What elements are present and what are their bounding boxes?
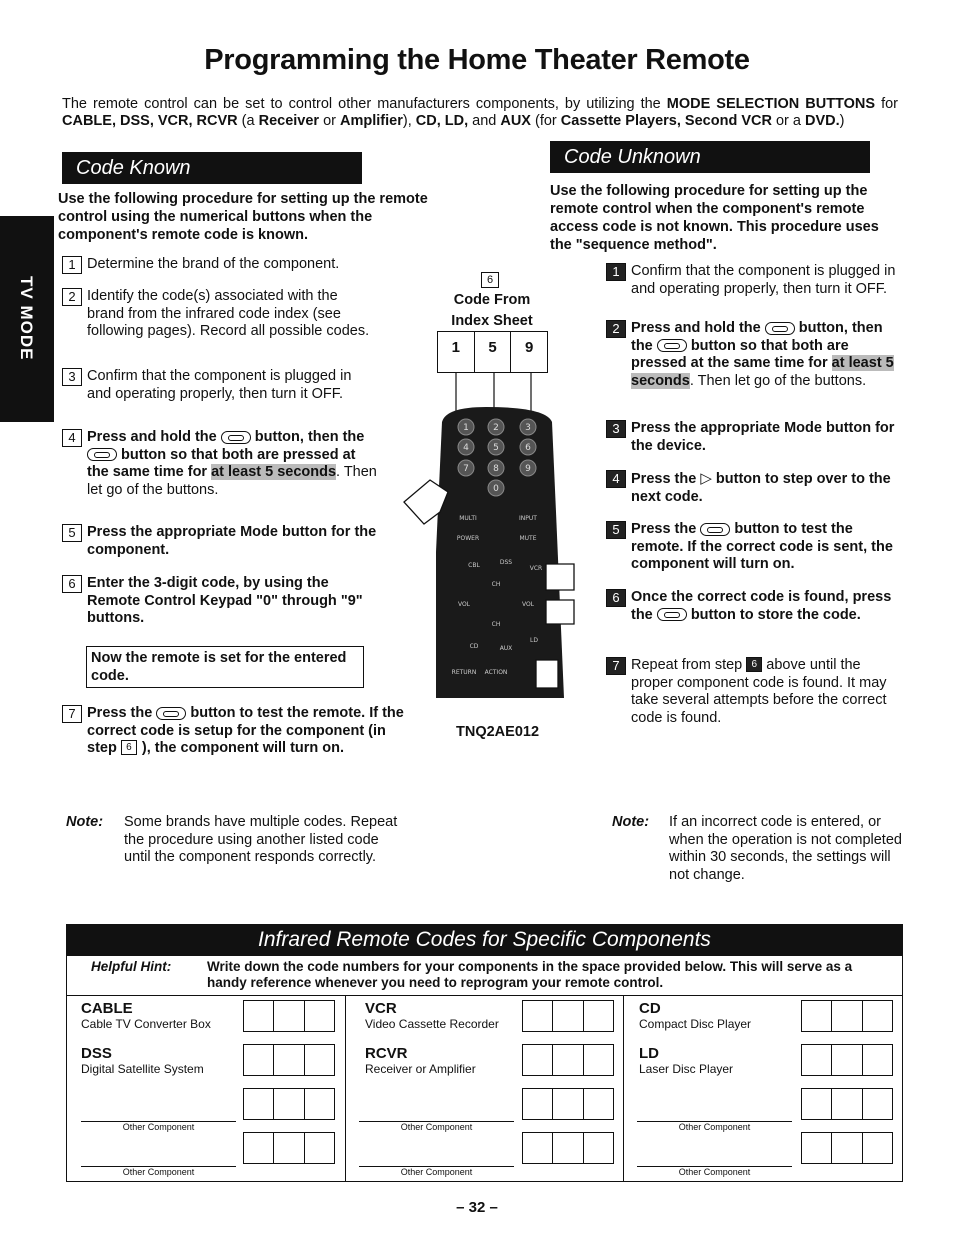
unknown-step-6: 6 Once the correct code is found, press the button to store the code. xyxy=(606,589,906,624)
part-number: TNQ2AE012 xyxy=(456,724,540,740)
power-button-icon xyxy=(87,448,117,461)
remote-key: 8 xyxy=(493,464,499,474)
remote-label: ACTION xyxy=(484,669,508,676)
action-button-icon xyxy=(657,608,687,621)
remote-key: 3 xyxy=(525,423,531,433)
code-entry-boxes[interactable] xyxy=(522,1088,614,1120)
known-step-1: 1 Determine the brand of the component. xyxy=(62,256,392,274)
code-entry-boxes[interactable] xyxy=(243,1000,335,1032)
remote-key: 4 xyxy=(463,443,469,453)
remote-label: VOL xyxy=(521,601,535,608)
other-component-label: Other Component xyxy=(122,1122,195,1132)
unknown-step-4: 4 Press the ▷ button to step over to the next code. xyxy=(606,470,906,506)
component-cd: CD Compact Disc Player xyxy=(639,1000,752,1031)
component-dss: DSS Digital Satellite System xyxy=(81,1045,204,1076)
remote-label: MUTE xyxy=(519,535,537,542)
action-button-icon xyxy=(765,322,795,335)
remote-label: CD xyxy=(469,643,479,650)
remote-label: VOL xyxy=(457,601,471,608)
codes-grid xyxy=(66,996,903,1182)
remote-key: 5 xyxy=(493,443,499,453)
component-vcr: VCR Video Cassette Recorder xyxy=(365,1000,499,1031)
other-component-label: Other Component xyxy=(678,1167,751,1177)
helpful-hint: Helpful Hint: Write down the code numbers for your components in the space provided below. This will serve as a handy reference whenever you need to reprogram your remote control. xyxy=(66,956,903,996)
code-entry-boxes[interactable] xyxy=(243,1044,335,1076)
remote-label: MULTI xyxy=(459,515,477,522)
remote-key: 7 xyxy=(463,464,469,474)
code-unknown-header: Code Unknown xyxy=(550,141,870,173)
code-entry-boxes[interactable] xyxy=(801,1000,893,1032)
digit-box: 9 xyxy=(525,339,534,356)
remote-key: 2 xyxy=(493,423,499,433)
power-button-icon xyxy=(700,523,730,536)
boxed-note: Now the remote is set for the entered code. xyxy=(86,646,364,688)
remote-label: POWER xyxy=(456,535,480,542)
code-entry-boxes[interactable] xyxy=(243,1132,335,1164)
known-step-7: 7 Press the button to test the remote. If the correct code is setup for the component (in step 6 ), the component will turn on. xyxy=(62,705,414,758)
action-button-icon xyxy=(221,431,251,444)
remote-label: AUX xyxy=(499,645,513,652)
side-tab xyxy=(0,216,54,422)
remote-key: 6 xyxy=(525,443,531,453)
remote-label: DSS xyxy=(499,559,513,566)
code-entry-boxes[interactable] xyxy=(522,1132,614,1164)
code-unknown-lead: Use the following procedure for setting up the remote control when the component's remote access code is not known. This procedure uses the "sequence method". xyxy=(550,183,879,253)
code-entry-boxes[interactable] xyxy=(522,1000,614,1032)
unknown-step-1: 1 Confirm that the component is plugged in and operating properly, then turn it OFF. xyxy=(606,263,906,298)
unknown-step-3: 3 Press the appropriate Mode button for the device. xyxy=(606,420,906,455)
component-cable: CABLE Cable TV Converter Box xyxy=(81,1000,211,1031)
unknown-step-5: 5 Press the button to test the remote. If the correct code is sent, the component will turn on. xyxy=(606,521,906,574)
known-step-4: 4 Press and hold the button, then the button so that both are pressed at the same time for at least 5 seconds. Then let go of the buttons. xyxy=(62,429,392,499)
vol-arrow-icon: ▷ xyxy=(700,470,712,487)
other-component-label: Other Component xyxy=(122,1167,195,1177)
known-step-6: 6 Enter the 3-digit code, by using the Remote Control Keypad "0" through "9" buttons. xyxy=(62,575,392,628)
known-step-5: 5 Press the appropriate Mode button for the component. xyxy=(62,524,392,559)
power-button-icon xyxy=(156,707,186,720)
code-from-label: Code From Index Sheet xyxy=(451,292,533,329)
digit-box: 5 xyxy=(475,332,512,372)
component-ld: LD Laser Disc Player xyxy=(639,1045,734,1076)
code-known-header: Code Known xyxy=(62,152,362,184)
known-step-3: 3 Confirm that the component is plugged in and operating properly, then turn it OFF. xyxy=(62,368,392,403)
digit-box: 1 xyxy=(438,332,475,372)
remote-label: VCR xyxy=(529,565,543,572)
code-entry-boxes[interactable] xyxy=(801,1132,893,1164)
remote-label: CH xyxy=(491,621,501,628)
component-rcvr: RCVR Receiver or Amplifier xyxy=(365,1045,476,1076)
remote-label: CH xyxy=(491,581,501,588)
code-known-lead: Use the following procedure for setting up the remote control using the numerical buttons when the component's remote code is known. xyxy=(58,191,428,243)
intro-paragraph: The remote control can be set to control other manufacturers components, by utilizing the MODE SELECTION BUTTONS for CABLE, DSS, VCR, RCVR (a Receiver or Amplifier), CD, LD, and AUX (for Cassette Players, Second VCR or a DVD.) xyxy=(62,96,899,129)
ir-codes-header: Infrared Remote Codes for Specific Components xyxy=(66,924,903,956)
known-step-2: 2 Identify the code(s) associated with the brand from the infrared code index (see following pages). Record all possible codes. xyxy=(62,288,392,341)
other-component-label: Other Component xyxy=(678,1122,751,1132)
remote-illustration xyxy=(396,372,596,698)
remote-label: CBL xyxy=(468,562,480,569)
code-digits xyxy=(437,331,548,373)
remote-label: RETURN xyxy=(451,669,477,676)
page-number: – 32 – xyxy=(456,1199,498,1216)
page-title: Programming the Home Theater Remote xyxy=(204,44,750,76)
remote-label: INPUT xyxy=(519,515,537,522)
remote-label: LD xyxy=(530,637,538,644)
code-entry-boxes[interactable] xyxy=(801,1088,893,1120)
code-entry-boxes[interactable] xyxy=(522,1044,614,1076)
middle-step-num: 6 xyxy=(481,272,499,288)
remote-key: 0 xyxy=(493,484,499,494)
other-component-label: Other Component xyxy=(400,1167,473,1177)
power-button-icon xyxy=(657,339,687,352)
code-entry-boxes[interactable] xyxy=(801,1044,893,1076)
other-component-label: Other Component xyxy=(400,1122,473,1132)
unknown-step-2: 2 Press and hold the button, then the button so that both are pressed at the same time for at least 5 seconds. Then let go of the buttons. xyxy=(606,320,906,390)
side-tab-label: TV MODE xyxy=(17,276,36,361)
remote-key: 9 xyxy=(525,464,531,474)
unknown-step-7: 7 Repeat from step 6 above until the proper component code is found. It may take several attempts before the correct code is found. xyxy=(606,657,906,727)
code-entry-boxes[interactable] xyxy=(243,1088,335,1120)
remote-key: 1 xyxy=(463,423,469,433)
